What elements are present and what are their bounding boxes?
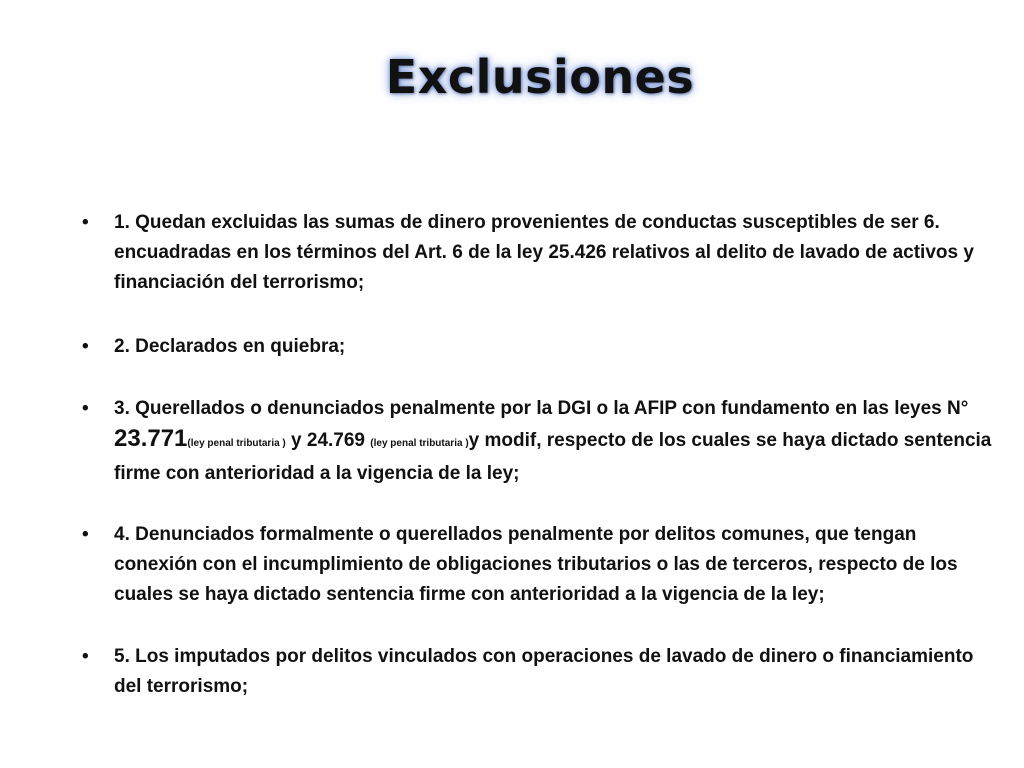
law-text-part: 3. Querellados o denunciados penalmente por la DGI o la AFIP con fundamento en las leyes N° [114,398,969,419]
law-text-part: y 24.769 [285,430,371,451]
list-item-text: 1. Quedan excluidas las sumas de dinero provenientes de conductas susceptibles de ser 6. encuadradas en los términos del Art. 6 de la ley 25.426 relativos al delito de lavado de activos y financiación del terrorismo; [114,212,974,293]
slide-title: Exclusiones [385,50,695,104]
bullet-marker: • [82,336,89,357]
list-item-text: 2. Declarados en quiebra; [114,336,346,357]
list-item-text [114,394,994,489]
list-item-text: 4. Denunciados formalmente o querellados penalmente por delitos comunes, que tengan conexión con el incumplimiento de obligaciones tributarios o las de terceros, respecto de los cuales se haya dictado sentencia firme con anterioridad a la vigencia de la ley; [114,524,958,605]
law-note: (ley penal tributaria ) [370,438,469,449]
bullet-marker: • [82,212,89,233]
law-note: (ley penal tributaria ) [187,438,286,449]
law-number: 23.771 [114,425,188,452]
law-text-part: y modif, respecto de los cuales se haya dictado sentencia firme con anterioridad a la vigencia de la ley; [114,430,992,484]
bullet-marker: • [82,646,89,667]
bullet-marker: • [82,398,89,419]
list-item-text: 5. Los imputados por delitos vinculados con operaciones de lavado de dinero o financiamiento del terrorismo; [114,646,974,697]
bullet-marker: • [82,524,89,545]
